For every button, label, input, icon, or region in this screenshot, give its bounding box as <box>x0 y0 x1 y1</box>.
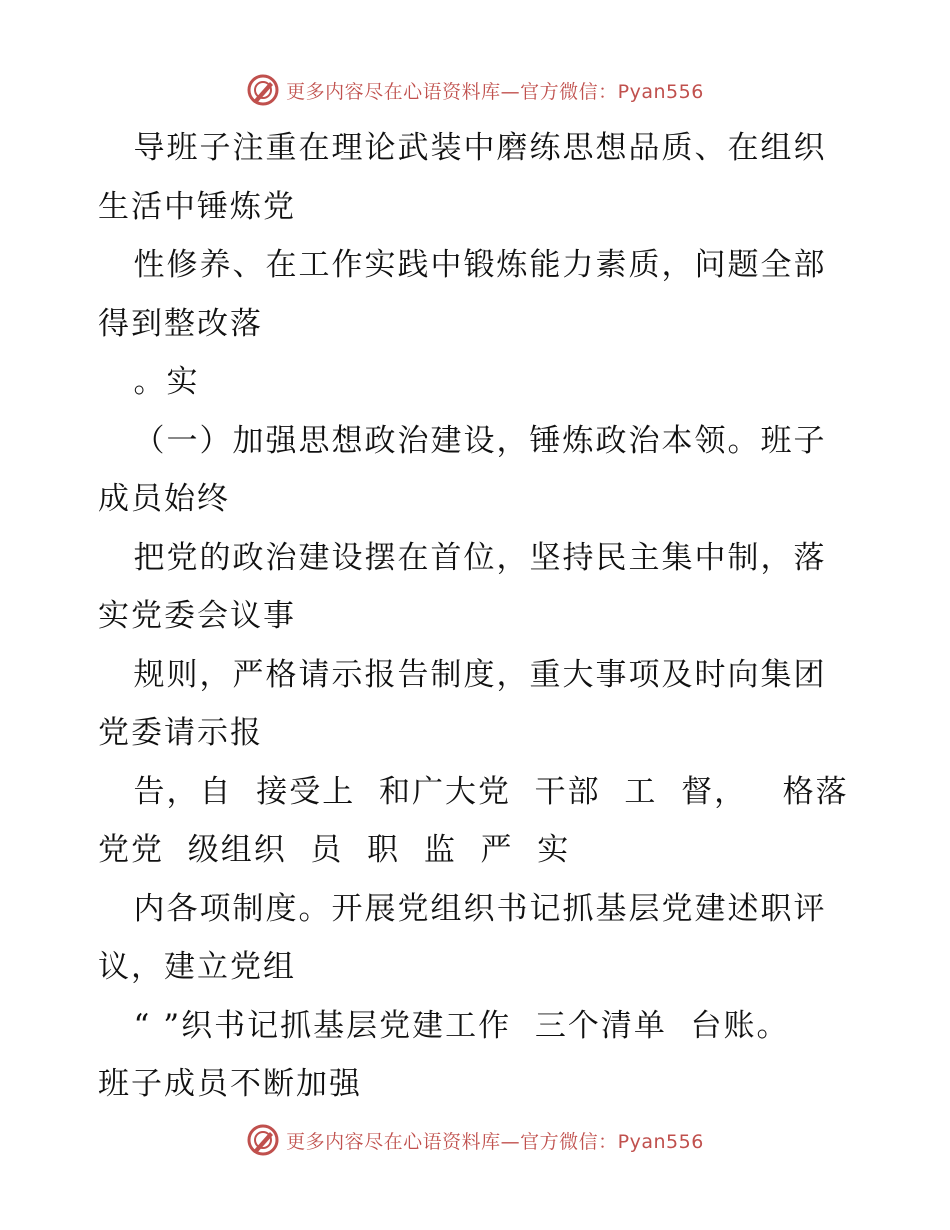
text-line: 党委请示报 <box>98 715 263 751</box>
pen-logo-icon <box>246 1123 280 1157</box>
header-banner <box>0 70 950 110</box>
text-line: 内各项制度。开展党组织书记抓基层党建述职评 <box>98 890 827 927</box>
text-line: 。实 <box>98 364 200 400</box>
text-line: （一）加强思想政治建设，锤炼政治本领。班子 <box>98 422 827 459</box>
text-line: 生活中锤炼党 <box>98 188 296 225</box>
text-line: 告，自 接受上 和广大党 干部 工 督， 格落 <box>98 773 849 810</box>
text-line: 实党委会议事 <box>98 598 296 634</box>
banner-text: 更多内容尽在心语资料库—官方微信：Pyan556 <box>286 1130 704 1153</box>
text-line: 议，建立党组 <box>98 949 296 985</box>
banner-text: 更多内容尽在心语资料库—官方微信：Pyan556 <box>286 80 704 103</box>
text-line: “ ”织书记抓基层党建工作 三个清单 台账。 <box>98 1007 790 1044</box>
text-line: 党党 级组织 员 职 监 严 实 <box>98 832 571 868</box>
text-line: 规则，严格请示报告制度，重大事项及时向集团 <box>98 656 827 693</box>
text-line: 班子成员不断加强 <box>98 1066 362 1102</box>
footer-banner <box>0 1120 950 1160</box>
text-line: 导班子注重在理论武装中磨练思想品质、在组织 <box>98 130 827 166</box>
pen-logo-icon <box>246 73 280 107</box>
text-line: 性修养、在工作实践中锻炼能力素质，问题全部 <box>98 247 827 283</box>
text-line: 把党的政治建设摆在首位，坚持民主集中制，落 <box>98 539 827 576</box>
text-line: 成员始终 <box>98 481 230 517</box>
text-line: 得到整改落 <box>98 305 263 342</box>
